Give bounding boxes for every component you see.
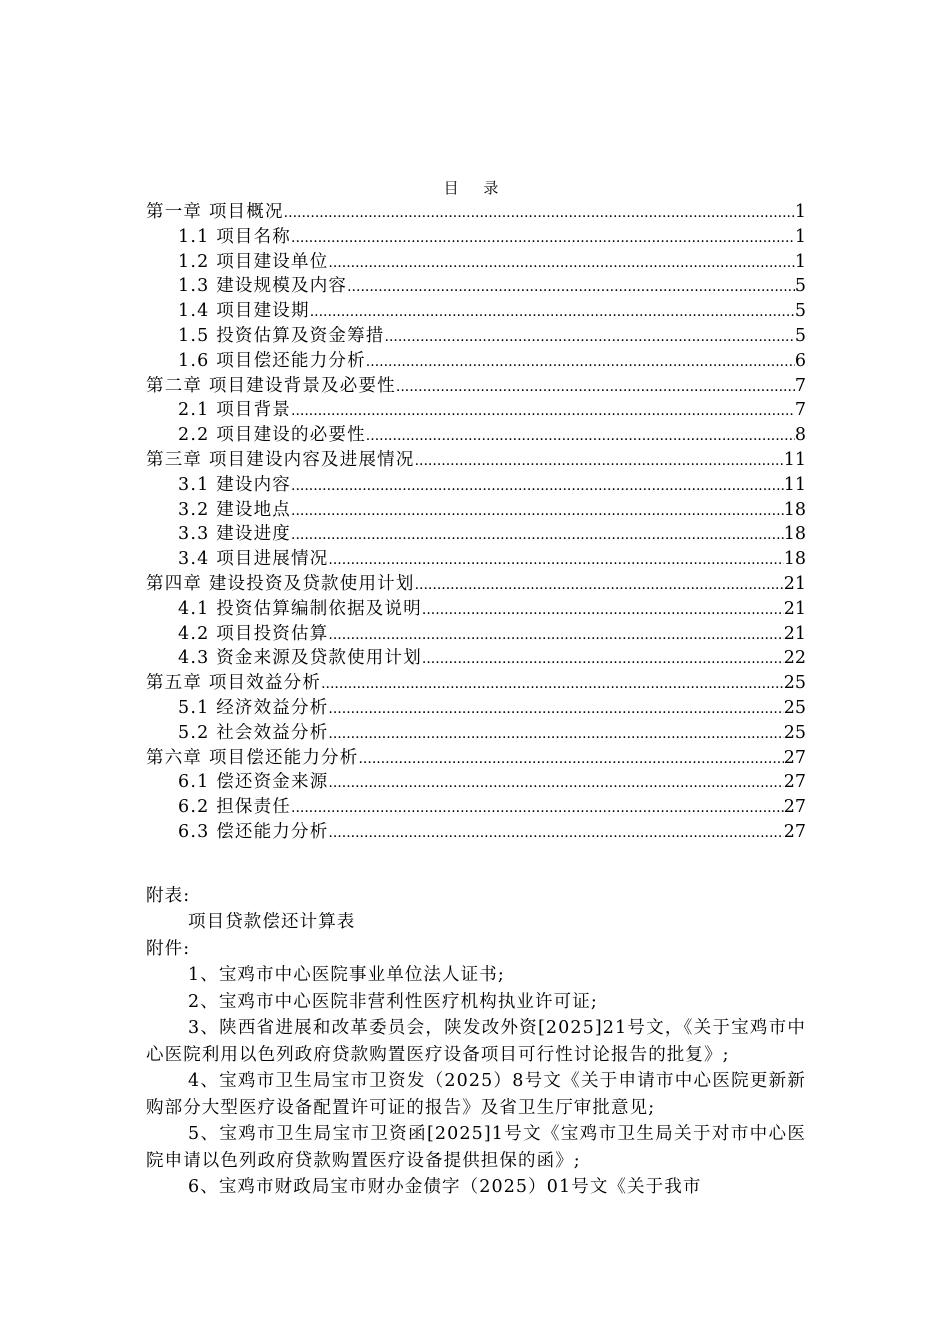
toc-section-entry[interactable] (146, 820, 806, 845)
toc-page-number: 21 (783, 573, 806, 594)
toc-leader-dots (358, 746, 783, 771)
toc-section-entry[interactable] (146, 597, 806, 622)
attachment-item: 3、陕西省进展和改革委员会，陕发改外资[2025]21号文，《关于宝鸡市中心医院利用以色列政府贷款购置医疗设备项目可行性讨论报告的批复》; (146, 1018, 806, 1065)
toc-section-entry[interactable] (146, 473, 806, 498)
toc-section-entry[interactable] (146, 250, 806, 275)
toc-page-number: 1 (794, 251, 806, 272)
toc-page-number: 5 (794, 301, 806, 322)
attachments-heading: 附件: (146, 938, 191, 959)
toc-page-number: 27 (783, 772, 806, 793)
toc-page-number: 7 (794, 375, 806, 396)
toc-page-number: 18 (783, 499, 806, 520)
toc-entry-label: 1.3 建设规模及内容 (178, 276, 348, 297)
toc-section-entry[interactable] (146, 770, 806, 795)
toc-section-entry[interactable] (146, 225, 806, 250)
toc-leader-dots (328, 250, 794, 275)
toc-page-number: 11 (783, 474, 806, 495)
toc-section-entry[interactable] (146, 423, 806, 448)
toc-section-entry[interactable] (146, 547, 806, 572)
toc-leader-dots (422, 597, 784, 622)
toc-leader-dots (291, 795, 784, 820)
toc-entry-label: 3.4 项目进展情况 (178, 549, 329, 570)
attachment-item: 5、宝鸡市卫生局宝市卫资函[2025]1号文《宝鸡市卫生局关于对市中心医院申请以色列政府贷款购置医疗设备提供担保的函》; (146, 1124, 806, 1171)
toc-section-entry[interactable] (146, 696, 806, 721)
toc-leader-dots (347, 274, 795, 299)
attachments-list (146, 962, 806, 1201)
toc-page-number: 18 (783, 524, 806, 545)
toc-page-number: 25 (783, 673, 806, 694)
toc-leader-dots (422, 646, 784, 671)
toc-page-number: 27 (783, 747, 806, 768)
annex-table-heading: 附表: (146, 885, 191, 906)
toc-page-number: 5 (794, 276, 806, 297)
toc-section-entry[interactable] (146, 795, 806, 820)
toc-section-entry[interactable] (146, 646, 806, 671)
toc-page-number: 18 (783, 549, 806, 570)
toc-page-number: 25 (783, 722, 806, 743)
toc-entry-label: 5.1 经济效益分析 (178, 697, 329, 718)
toc-section-entry[interactable] (146, 398, 806, 423)
toc-chapter-entry[interactable] (146, 572, 806, 597)
toc-page-number: 1 (794, 226, 806, 247)
toc-entry-label: 3.2 建设地点 (178, 499, 291, 520)
toc-leader-dots (328, 547, 783, 572)
toc-page-number: 5 (794, 325, 806, 346)
toc-leader-dots (291, 522, 784, 547)
toc-chapter-entry[interactable] (146, 374, 806, 399)
toc-page-number: 25 (783, 697, 806, 718)
toc-entry-label: 第一章 项目概况 (146, 202, 284, 222)
toc-entry-label: 4.3 资金来源及贷款使用计划 (178, 648, 422, 669)
toc-leader-dots (385, 324, 795, 349)
toc-entry-label: 第四章 建设投资及贷款使用计划 (146, 573, 415, 594)
toc-entry-label: 2.1 项目背景 (178, 400, 291, 421)
toc-leader-dots (366, 423, 795, 448)
toc-entry-label: 1.4 项目建设期 (178, 301, 310, 322)
toc-section-entry[interactable] (146, 522, 806, 547)
toc-chapter-entry[interactable] (146, 448, 806, 473)
toc-title: 目 录 (443, 179, 509, 197)
toc-page-number: 27 (783, 797, 806, 818)
toc-leader-dots (328, 721, 783, 746)
toc-entry-label: 5.2 社会效益分析 (178, 722, 329, 743)
toc-entry-label: 2.2 项目建设的必要性 (178, 425, 366, 446)
toc-entry-label: 第三章 项目建设内容及进展情况 (146, 449, 415, 470)
toc-entry-label: 第二章 项目建设背景及必要性 (146, 375, 396, 396)
toc-page-number: 21 (783, 598, 806, 619)
toc-leader-dots (291, 225, 795, 250)
toc-leader-dots (366, 349, 795, 374)
toc-page-number: 8 (794, 425, 806, 446)
toc-leader-dots (284, 200, 795, 225)
toc-leader-dots (328, 622, 783, 647)
toc-leader-dots (328, 696, 783, 721)
toc-entry-label: 第五章 项目效益分析 (146, 673, 322, 694)
toc-leader-dots (310, 299, 795, 324)
toc-leader-dots (415, 448, 784, 473)
toc-leader-dots (415, 572, 784, 597)
annex-table-item: 项目贷款偿还计算表 (188, 912, 356, 933)
toc-leader-dots (291, 498, 784, 523)
attachment-item: 4、宝鸡市卫生局宝市卫资发（2025）8号文《关于申请市中心医院更新新购部分大型医疗设备配置许可证的报告》及省卫生厅审批意见; (146, 1071, 806, 1118)
toc-chapter-entry[interactable] (146, 671, 806, 696)
toc-section-entry[interactable] (146, 349, 806, 374)
toc-entry-label: 6.1 偿还资金来源 (178, 772, 329, 793)
toc-entry-label: 1.6 项目偿还能力分析 (178, 350, 366, 371)
attachment-item: 1、宝鸡市中心医院事业单位法人证书; (188, 965, 505, 986)
toc-section-entry[interactable] (146, 622, 806, 647)
toc-entry-label: 1.5 投资估算及资金筹措 (178, 325, 385, 346)
toc-leader-dots (396, 374, 795, 399)
toc-leader-dots (328, 770, 783, 795)
toc-entry-label: 3.3 建设进度 (178, 524, 291, 545)
annex-section (146, 883, 806, 1201)
toc-chapter-entry[interactable] (146, 746, 806, 771)
toc-page-number: 21 (783, 623, 806, 644)
toc-section-entry[interactable] (146, 299, 806, 324)
toc-page-number: 22 (783, 648, 806, 669)
toc-entry-label: 3.1 建设内容 (178, 474, 291, 495)
attachment-item: 6、宝鸡市财政局宝市财办金债字（2025）01号文《关于我市 (188, 1177, 702, 1198)
toc-entry-label: 1.1 项目名称 (178, 226, 291, 247)
toc-page-number: 7 (794, 400, 806, 421)
toc-section-entry[interactable] (146, 274, 806, 299)
toc-entry-label: 第六章 项目偿还能力分析 (146, 747, 359, 768)
toc-entry-label: 4.2 项目投资估算 (178, 623, 329, 644)
toc-section-entry[interactable] (146, 324, 806, 349)
toc-entry-label: 4.1 投资估算编制依据及说明 (178, 598, 422, 619)
toc-leader-dots (321, 671, 784, 696)
toc-entry-label: 6.2 担保责任 (178, 797, 291, 818)
toc-section-entry[interactable] (146, 721, 806, 746)
toc-entry-label: 1.2 项目建设单位 (178, 251, 329, 272)
toc-page-number: 6 (794, 350, 806, 371)
toc-section-entry[interactable] (146, 498, 806, 523)
table-of-contents (146, 200, 806, 845)
document-page (146, 176, 806, 1201)
toc-entry-label: 6.3 偿还能力分析 (178, 821, 329, 842)
attachment-item: 2、宝鸡市中心医院非营利性医疗机构执业许可证; (188, 991, 598, 1012)
toc-leader-dots (291, 473, 784, 498)
toc-page-number: 27 (783, 821, 806, 842)
toc-leader-dots (291, 398, 795, 423)
toc-page-number: 11 (783, 449, 806, 470)
toc-chapter-entry[interactable] (146, 200, 806, 225)
toc-page-number: 1 (794, 202, 806, 222)
toc-leader-dots (328, 820, 783, 845)
